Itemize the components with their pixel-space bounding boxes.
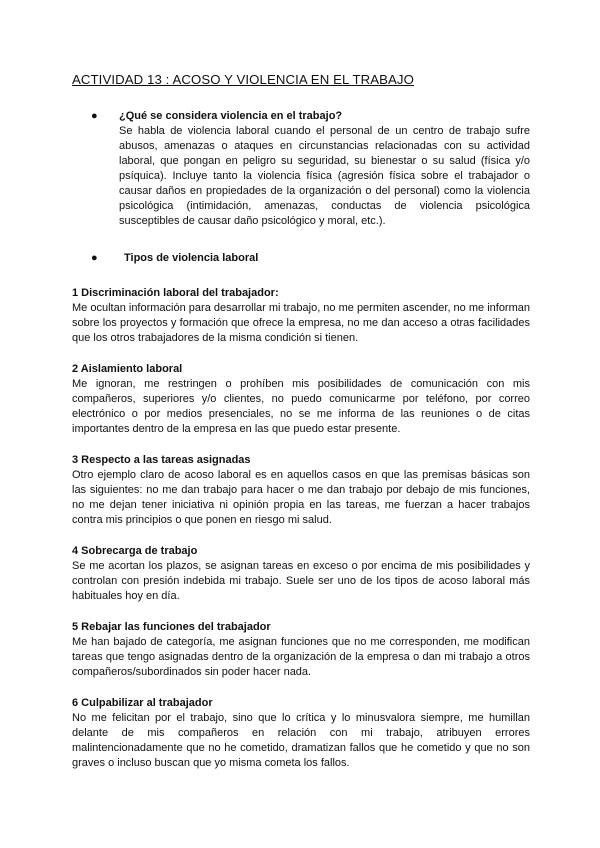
question-body: Se habla de violencia laboral cuando el personal de un centro de trabajo sufre abusos, amenazas o ataques en circunstancias relacionadas con su actividad laboral, que pongan en peligro su seguridad, su bienestar o su salud (física y/o psíquica). Incluye tanto la violencia física (agresión física sobre el trabajador o causar daños en propiedades de la organización o del personal) como la violencia psicológica (intimidación, amenazas, conductas de violencia psicológica susceptibles de causar daño psicológico y moral, etc.).: [119, 125, 530, 227]
section-rebajar-funciones: [72, 620, 530, 680]
bullet-dot-icon: ●: [91, 110, 98, 122]
bullet-dot-icon: ●: [91, 252, 98, 264]
question-block: [72, 109, 530, 229]
document-page: [72, 72, 530, 787]
section-tareas-asignadas: [72, 453, 530, 528]
question-heading: ¿Qué se considera violencia en el trabajo?: [119, 110, 343, 122]
section-heading: 1 Discriminación laboral del trabajador:: [72, 287, 279, 299]
section-body: Otro ejemplo claro de acoso laboral es en aquellos casos en que las premisas básicas son las siguientes: no me dan trabajo para hacer o me dan trabajo por debajo de mis funciones, no me dejan tener iniciativa ni opinión propia en las tareas, me fuerzan a hacer trabajos contra mis principios o que ponen en riesgo mi salud.: [72, 469, 530, 526]
section-heading: 5 Rebajar las funciones del trabajador: [72, 621, 271, 633]
section-body: Me ocultan información para desarrollar mi trabajo, no me permiten ascender, no me informan sobre los proyectos y formación que ofrece la empresa, no me dan acceso a otras facilidades que los otros trabajadores de la misma condición si tienen.: [72, 302, 530, 344]
section-aislamiento: [72, 362, 530, 437]
types-block: [72, 251, 530, 266]
section-body: Se me acortan los plazos, se asignan tareas en exceso o por encima de mis posibilidades y controlan con presión indebida mi trabajo. Suele ser uno de los tipos de acoso laboral más habituales hoy en día.: [72, 560, 530, 602]
types-heading: Tipos de violencia laboral: [124, 252, 259, 264]
section-heading: 6 Culpabilizar al trabajador: [72, 697, 213, 709]
section-heading: 3 Respecto a las tareas asignadas: [72, 454, 251, 466]
section-heading: 2 Aislamiento laboral: [72, 363, 183, 375]
section-culpabilizar: [72, 696, 530, 771]
document-title: ACTIVIDAD 13 : ACOSO Y VIOLENCIA EN EL TRABAJO: [72, 72, 414, 87]
section-body: No me felicitan por el trabajo, sino que lo crítica y lo minusvalora siempre, me humillan delante de mis compañeros en relación con mi trabajo, atribuyen errores malintencionadamente que no he cometido, dramatizan fallos que he cometido y que no son graves o incluso buscan que yo misma cometa los fallos.: [72, 712, 530, 769]
section-body: Me ignoran, me restringen o prohíben mis posibilidades de comunicación con mis compañeros, superiores y/o clientes, no puedo comunicarme por teléfono, por correo electrónico o por medios presenciales, no se me informa de las reuniones o de citas importantes dentro de la empresa en las que puedo estar presente.: [72, 378, 530, 435]
section-heading: 4 Sobrecarga de trabajo: [72, 545, 198, 557]
section-sobrecarga: [72, 544, 530, 604]
section-body: Me han bajado de categoría, me asignan funciones que no me corresponden, me modifican tareas que tengo asignadas dentro de la organización de la empresa o dan mi trabajo a otros compañeros/subordinados sin poder hacer nada.: [72, 636, 530, 678]
section-discriminacion: [72, 286, 530, 346]
